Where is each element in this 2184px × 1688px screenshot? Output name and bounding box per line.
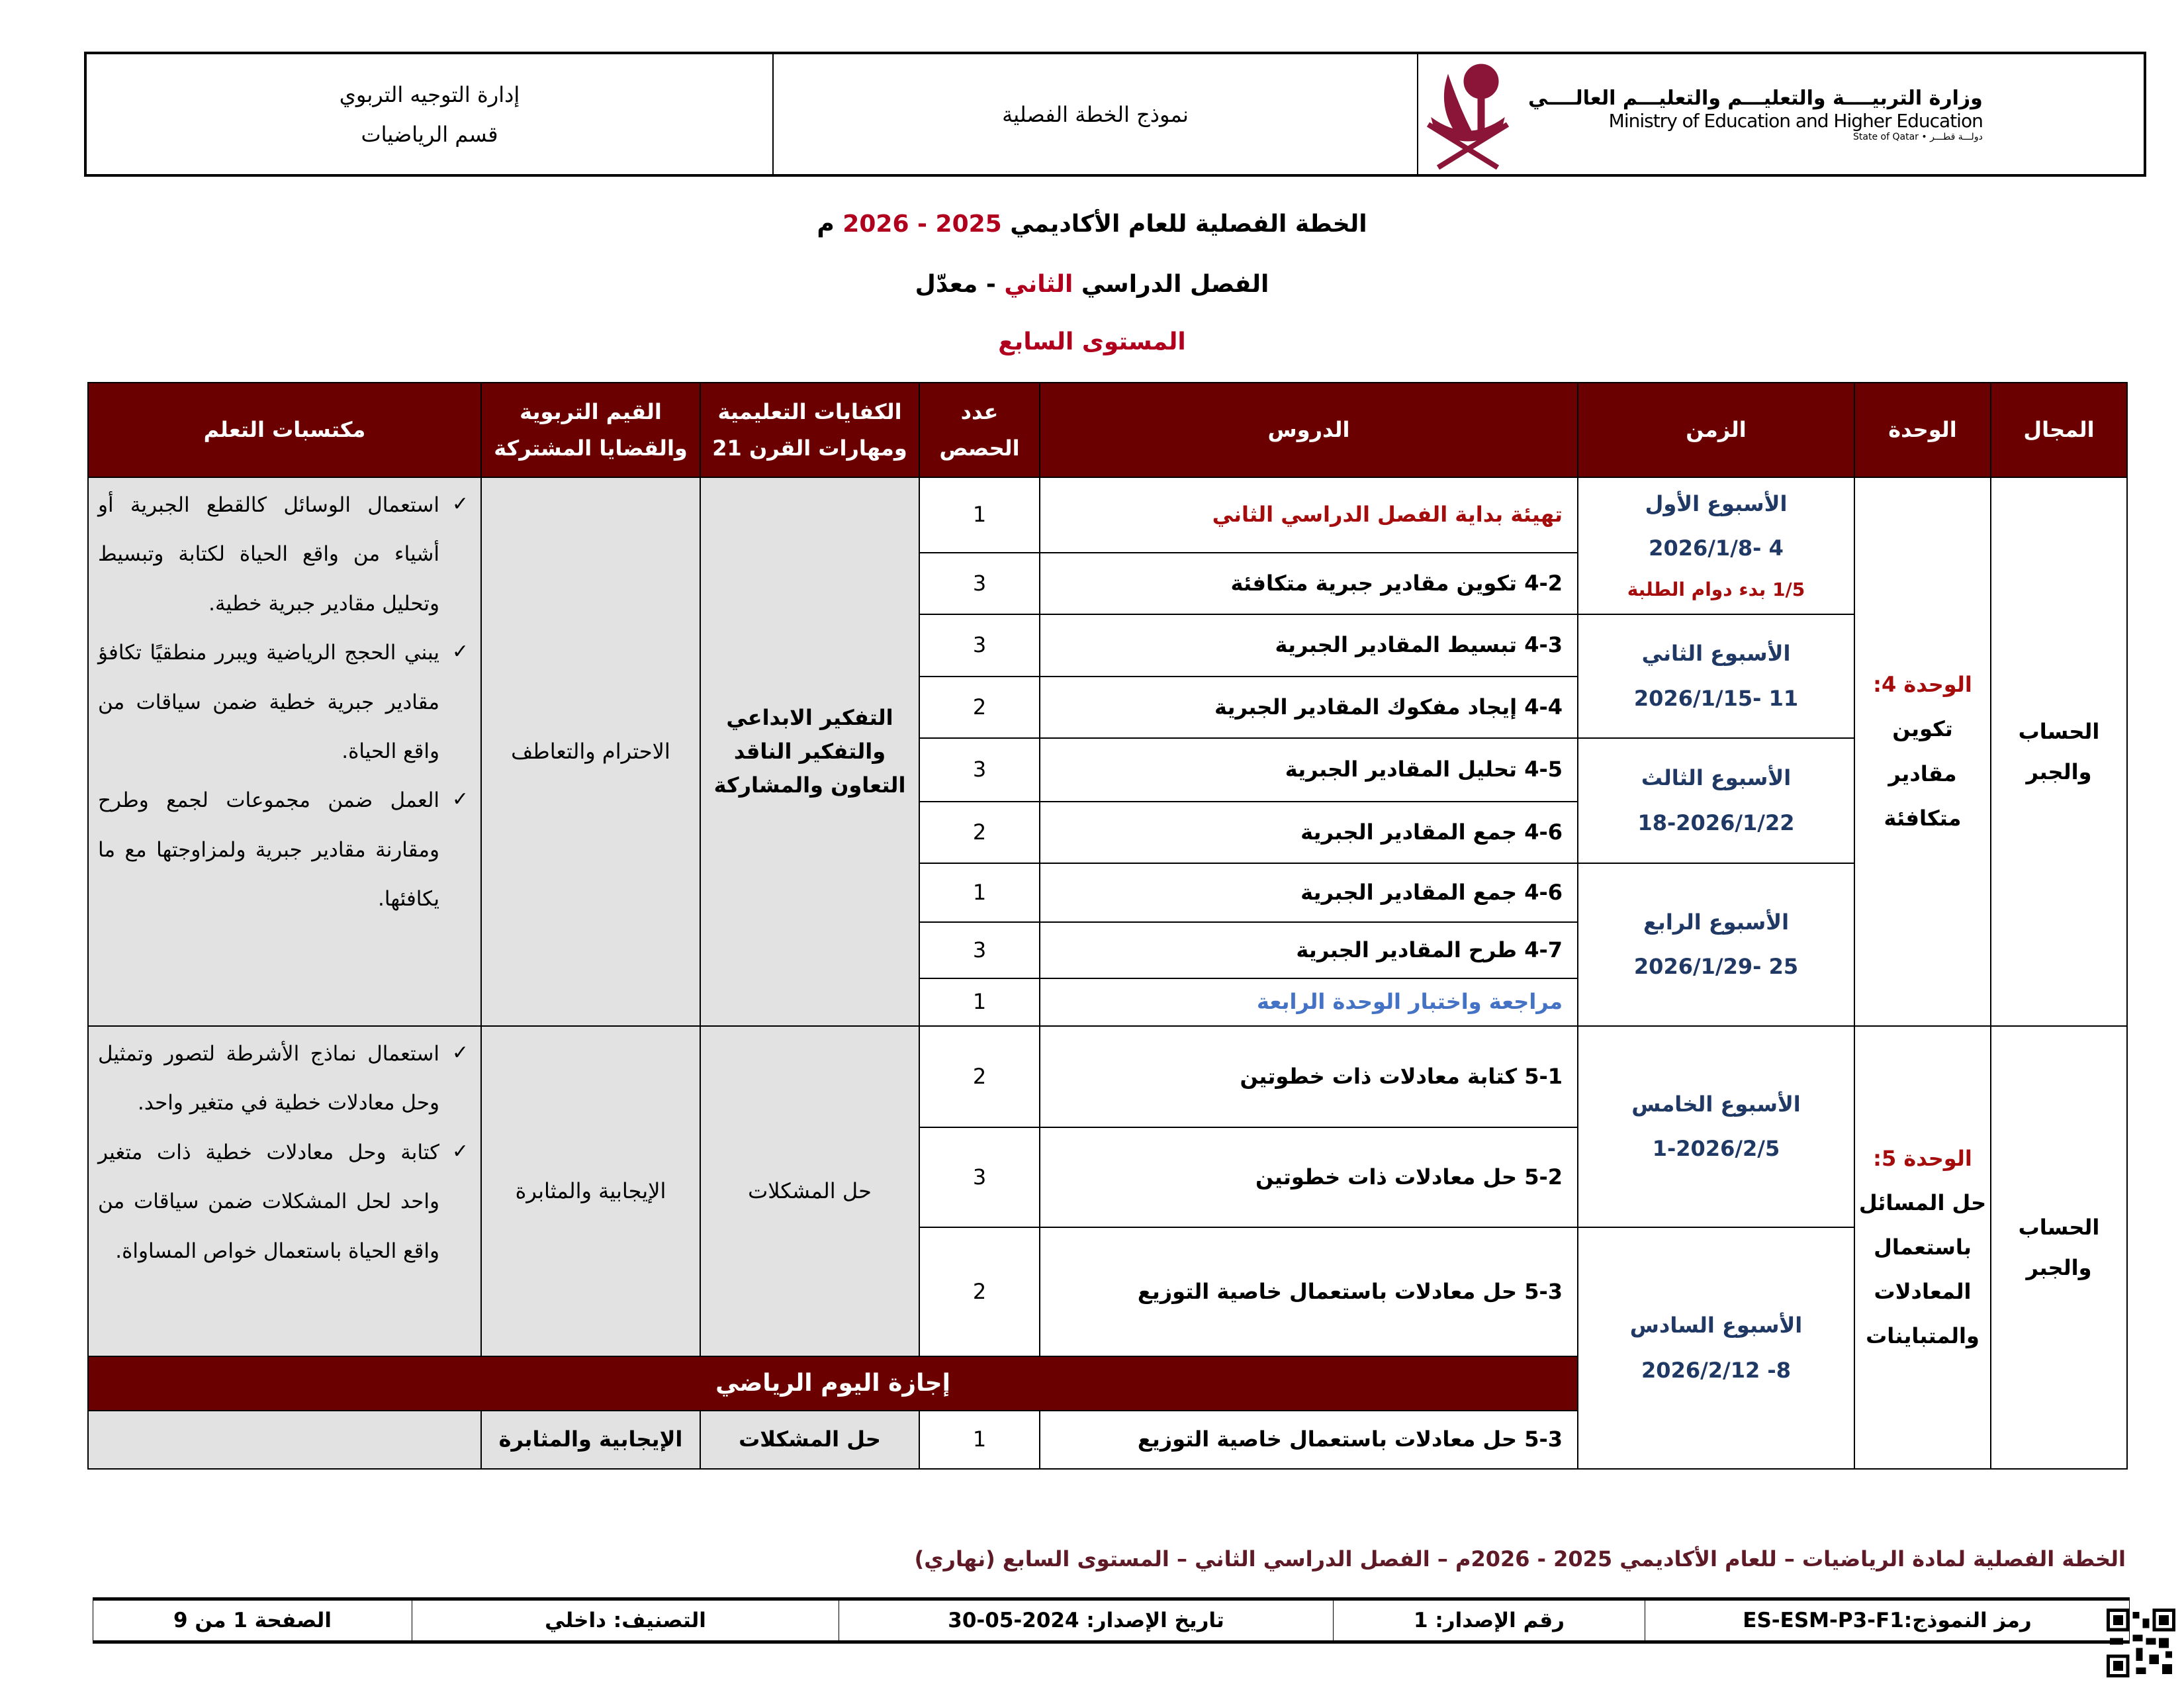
week-cell: الأسبوع الخامس 1-2026/2/5 xyxy=(1578,1026,1854,1227)
holiday-banner: إجازة اليوم الرياضي xyxy=(88,1356,1578,1411)
check-icon: ✓ xyxy=(451,788,469,812)
values-cell: الاحترام والتعاطف xyxy=(481,477,700,1026)
footer-summary: الخطة الفصلية لمادة الرياضيات – للعام الأكاديمي 2025 - 2026م – الفصل الدراسي الثاني – المستوى السابع (نهاري) xyxy=(914,1546,2126,1571)
department-name: إدارة التوجيه التربوي xyxy=(339,81,520,107)
outcomes-cell-empty xyxy=(88,1411,481,1469)
footer-info-table xyxy=(93,1597,2130,1644)
logo-state-text: State of Qatar • دولـــة قطـــر xyxy=(1853,131,1983,142)
lesson-title: 4-3 تبسيط المقادير الجبرية xyxy=(1040,614,1578,677)
outcomes-cell: ✓ استعمال الوسائل كالقطع الجبرية أو أشياء من واقع الحياة لكتابة وتبسيط وتحليل مقادير جبرية خطية. ✓ يبني الحجج الرياضية ويبرر منطقيًا تكافؤ مقادير جبرية خطية ضمن سياقات من واقع الحياة. ✓ العمل ضمن مجموعات لجمع وطرح ومقارنة مقادير جبرية ولمزاوجتها مع ما يكافئها. xyxy=(88,477,481,1026)
lesson-periods: 1 xyxy=(919,863,1040,922)
lesson-periods: 1 xyxy=(919,978,1040,1026)
classification: التصنيف: داخلي xyxy=(412,1599,839,1642)
lesson-title: 4-7 طرح المقادير الجبرية xyxy=(1040,922,1578,978)
field-cell: الحساب والجبر xyxy=(1991,1026,2127,1469)
col-values: القيم التربوية والقضايا المشتركة xyxy=(481,383,700,477)
page-number: الصفحة 1 من 9 xyxy=(93,1599,412,1642)
page-header xyxy=(84,52,2146,177)
issue-date: تاريخ الإصدار: 2024-05-30 xyxy=(839,1599,1334,1642)
ministry-logo xyxy=(1418,54,2144,174)
version-number: رقم الإصدار: 1 xyxy=(1334,1599,1645,1642)
week-cell: الأسبوع الثاني 11 -2026/1/15 xyxy=(1578,614,1854,738)
logo-en-text: Ministry of Education and Higher Education xyxy=(1608,109,1983,132)
week-cell: الأسبوع الأول 4 -2026/1/8 1/5 بدء دوام الطلبة xyxy=(1578,477,1854,614)
lesson-title: 5-2 حل معادلات ذات خطوتين xyxy=(1040,1127,1578,1227)
table-row xyxy=(88,1026,2127,1127)
col-outcomes: مكتسبات التعلم xyxy=(88,383,481,477)
competencies-cell: حل المشكلات xyxy=(700,1026,919,1356)
unit-cell: الوحدة 4: تكوين مقادير متكافئة xyxy=(1854,477,1991,1026)
field-cell: الحساب والجبر xyxy=(1991,477,2127,1026)
lesson-periods: 2 xyxy=(919,1026,1040,1127)
values-cell: الإيجابية والمثابرة xyxy=(481,1411,700,1469)
table-row xyxy=(88,477,2127,553)
unit-cell: الوحدة 5: حل المسائل باستعمال المعادلات والمتباينات xyxy=(1854,1026,1991,1469)
week-cell: الأسبوع السادس 8- 2026/2/12 xyxy=(1578,1227,1854,1469)
col-field: المجال xyxy=(1991,383,2127,477)
col-periods: عدد الحصص xyxy=(919,383,1040,477)
col-lessons: الدروس xyxy=(1040,383,1578,477)
lesson-title: 5-1 كتابة معادلات ذات خطوتين xyxy=(1040,1026,1578,1127)
plan-title: الخطة الفصلية للعام الأكاديمي 2025 - 2026 م xyxy=(817,211,1367,238)
lesson-title: 5-3 حل معادلات باستعمال خاصية التوزيع xyxy=(1040,1411,1578,1469)
lesson-periods: 2 xyxy=(919,1227,1040,1356)
competencies-cell: حل المشكلات xyxy=(700,1411,919,1469)
lesson-title: 4-6 جمع المقادير الجبرية xyxy=(1040,802,1578,863)
lesson-periods: 2 xyxy=(919,802,1040,863)
lesson-periods: 3 xyxy=(919,1127,1040,1227)
outcomes-cell: ✓ استعمال نماذج الأشرطة لتصور وتمثيل وحل معادلات خطية في متغير واحد. ✓ كتابة وحل معادلات خطية ذات متغير واحد لحل المشكلات ضمن سياقات من واقع الحياة باستعمال خواص المساواة. xyxy=(88,1026,481,1356)
lesson-title: 4-6 جمع المقادير الجبرية xyxy=(1040,863,1578,922)
check-icon: ✓ xyxy=(451,1041,469,1064)
lesson-title: 4-2 تكوين مقادير جبرية متكافئة xyxy=(1040,553,1578,614)
department-cell xyxy=(87,54,774,174)
lesson-title: 4-4 إيجاد مفكوك المقادير الجبرية xyxy=(1040,677,1578,738)
lesson-periods: 3 xyxy=(919,738,1040,802)
lesson-title: 4-5 تحليل المقادير الجبرية xyxy=(1040,738,1578,802)
section-name: قسم الرياضيات xyxy=(361,121,498,147)
lesson-title: مراجعة واختبار الوحدة الرابعة xyxy=(1040,978,1578,1026)
lesson-periods: 3 xyxy=(919,922,1040,978)
col-time: الزمن xyxy=(1578,383,1854,477)
form-title: نموذج الخطة الفصلية xyxy=(1002,101,1189,127)
form-code: رمز النموذج:ES-ESM-P3-F1 xyxy=(1645,1599,2130,1642)
week-cell: الأسبوع الثالث 18-2026/1/22 xyxy=(1578,738,1854,863)
logo-ar-text: وزارة التربيــــة والتعليـــم والتعليـــم العالــــي xyxy=(1528,86,1983,110)
week-cell: الأسبوع الرابع 25 -2026/1/29 xyxy=(1578,863,1854,1026)
semester-title: الفصل الدراسي الثاني - معدّل xyxy=(915,271,1269,298)
table-header-row xyxy=(88,383,2127,477)
lesson-periods: 1 xyxy=(919,1411,1040,1469)
level-title: المستوى السابع xyxy=(998,328,1186,355)
col-unit: الوحدة xyxy=(1854,383,1991,477)
check-icon: ✓ xyxy=(451,1139,469,1163)
qatar-emblem-icon xyxy=(1418,58,1518,171)
lesson-title: تهيئة بداية الفصل الدراسي الثاني xyxy=(1040,477,1578,553)
check-icon: ✓ xyxy=(451,492,469,516)
lesson-periods: 1 xyxy=(919,477,1040,553)
qr-code-icon xyxy=(2107,1609,2175,1677)
col-competencies: الكفايات التعليمية ومهارات القرن 21 xyxy=(700,383,919,477)
values-cell: الإيجابية والمثابرة xyxy=(481,1026,700,1356)
check-icon: ✓ xyxy=(451,640,469,664)
form-title-cell xyxy=(774,54,1418,174)
lesson-periods: 3 xyxy=(919,553,1040,614)
lesson-periods: 3 xyxy=(919,614,1040,677)
lesson-title: 5-3 حل معادلات باستعمال خاصية التوزيع xyxy=(1040,1227,1578,1356)
lesson-periods: 2 xyxy=(919,677,1040,738)
competencies-cell: التفكير الابداعي والتفكير الناقد التعاون والمشاركة xyxy=(700,477,919,1026)
plan-table xyxy=(87,382,2128,1470)
